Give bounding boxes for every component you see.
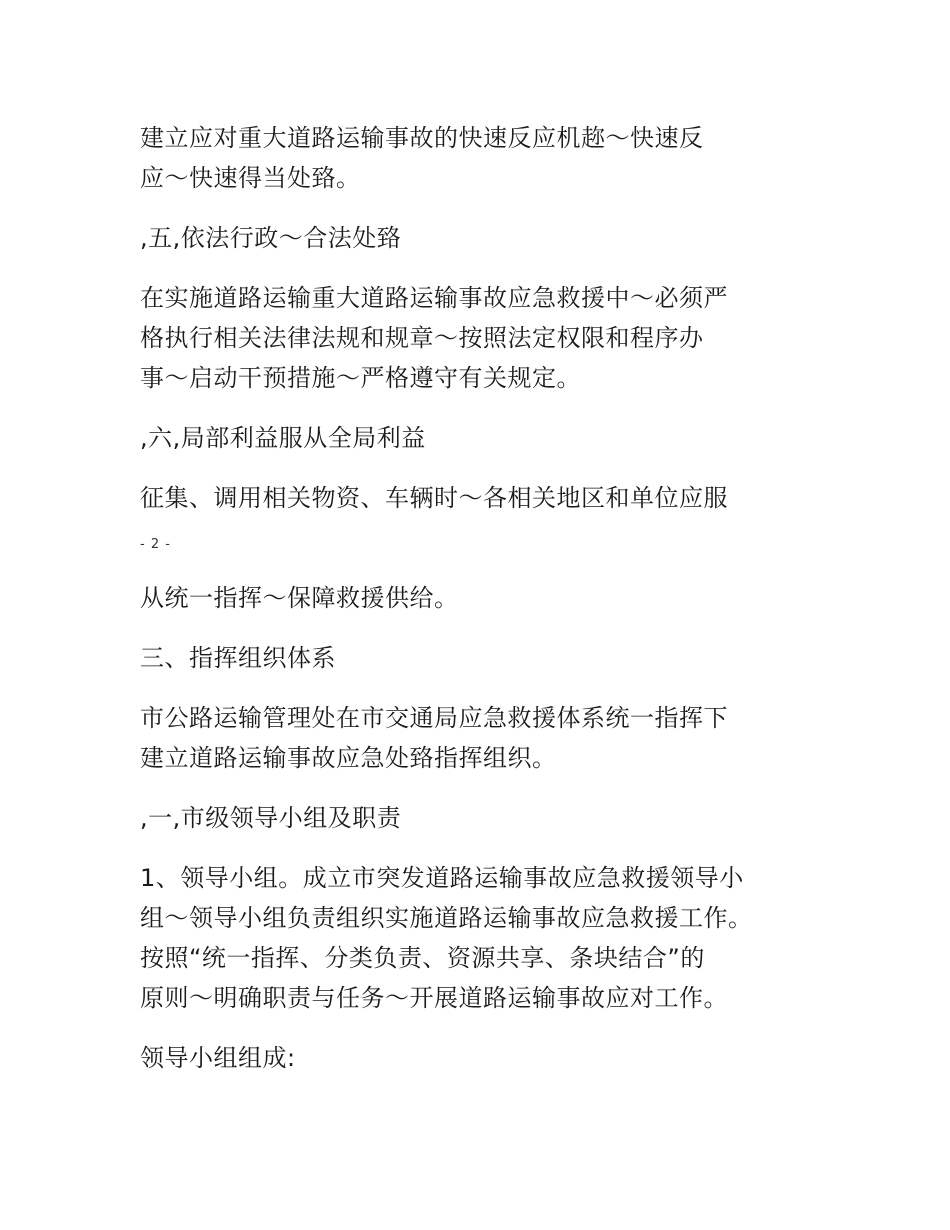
text-line: 领导小组组成: [140, 1044, 296, 1072]
text-line: 建立应对重大道路运输事故的快速反应机趂～快速反 [140, 124, 704, 152]
text-line: 原则～明确职责与任务～开展道路运输事故应对工作。 [140, 984, 728, 1012]
section-heading: ,六,局部利益服从全局利益 [140, 424, 426, 452]
section-heading: ,一,市级领导小组及职责 [140, 804, 402, 832]
text-line: 1、领导小组。成立市突发道路运输事故应急救援领导小 [140, 864, 744, 892]
text-line: 征集、调用相关物资、车辆时～各相关地区和单位应服 [140, 484, 728, 512]
page-number: - 2 - [140, 537, 171, 552]
section-heading: ,五,依法行政～合法处臵 [140, 224, 402, 252]
text-line: 格执行相关法律法规和规章～按照法定权限和程序办 [140, 324, 704, 352]
text-line: 从统一指挥～保障救援供给。 [140, 584, 459, 612]
text-line: 组～领导小组负责组织实施道路运输事故应急救援工作。 [140, 904, 753, 932]
text-line: 市公路运输管理处在市交通局应急救援体系统一指挥下 [140, 704, 728, 732]
text-line: 在实施道路运输重大道路运输事故应急救援中～必须严 [140, 284, 728, 312]
text-line: 事～启动干预措施～严格遵守有关规定。 [140, 364, 581, 392]
section-heading: 三、指挥组织体系 [140, 644, 336, 672]
text-line: 应～快速得当处臵。 [140, 164, 361, 192]
text-line: 建立道路运输事故应急处臵指挥组织。 [140, 744, 557, 772]
text-line: 按照“统一指挥、分类负责、资源共享、条块结合”的 [140, 944, 705, 972]
